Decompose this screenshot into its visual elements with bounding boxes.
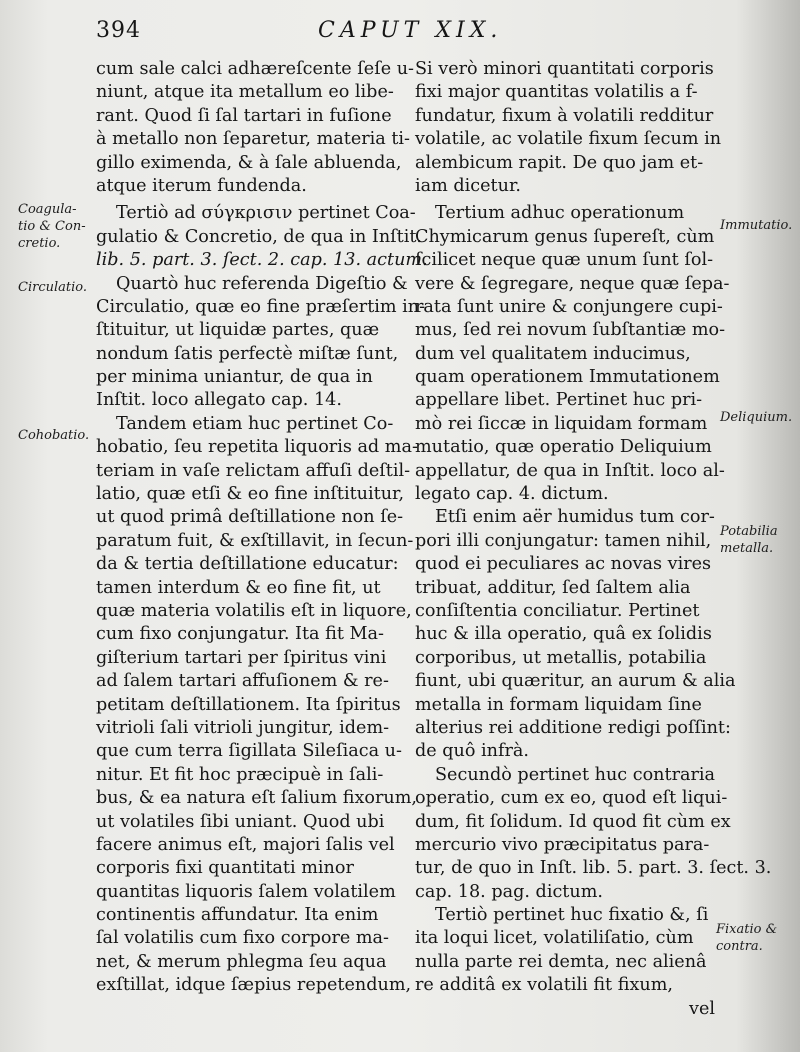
text-line: alterius rei additione redigi poſſint: — [415, 717, 731, 738]
text-line: teriam in vaſe relictam affuſi deſtil- — [96, 460, 411, 481]
text-line: tamen interdum & eo fine fit, ut — [96, 577, 381, 598]
margin-note: Deliquium. — [720, 410, 793, 425]
text-line: mutatio, quæ operatio Deliquium — [415, 437, 712, 458]
text-line: net, & merum phlegma ſeu aqua — [96, 951, 387, 972]
text-line: corporis fixi quantitati minor — [96, 858, 354, 879]
text-line: Circulatio, quæ eo fine præſertim in- — [96, 296, 426, 317]
text-line: petitam deſtillationem. Ita ſpiritus — [96, 694, 401, 715]
text-line: quæ materia volatilis eſt in liquore, — [96, 600, 412, 621]
text-line: iam dicetur. — [415, 175, 522, 196]
text-line: atque iterum fundenda. — [96, 175, 307, 196]
text-line: appellare libet. Pertinet huc pri- — [415, 390, 703, 411]
margin-note: cretio. — [18, 236, 61, 251]
text-line: cum fixo conjungatur. Ita fit Ma- — [96, 624, 384, 645]
margin-note: Cohobatio. — [18, 428, 90, 443]
text-line: per minima uniantur, de qua in — [96, 367, 373, 388]
text-line: corporibus, ut metallis, potabilia — [415, 647, 707, 668]
text-line: appellatur, de qua in Inſtit. loco al- — [415, 460, 725, 481]
text-line: continentis affundatur. Ita enim — [96, 905, 379, 926]
text-line: rant. Quod ſi ſal tartari in fuſione — [96, 105, 392, 126]
text-line: alembicum rapit. De quo jam et- — [415, 152, 704, 173]
text-line: huc & illa operatio, quâ ex ſolidis — [415, 624, 712, 645]
text-line: Tertiò pertinet huc fixatio &, ſi — [435, 905, 709, 926]
text-line: latio, quæ etſi & eo fine inſtituitur, — [96, 484, 405, 505]
margin-note: Immutatio. — [720, 218, 793, 233]
text-line: Etſi enim aër humidus tum cor- — [435, 507, 715, 528]
text-line: giſterium tartari per ſpiritus vini — [96, 647, 387, 668]
text-line: Tandem etiam huc pertinet Co- — [116, 413, 394, 434]
margin-note: tio & Con- — [18, 219, 86, 234]
running-head: CAPUT XIX. — [318, 18, 503, 43]
text-line: tur, de quo in Inſt. lib. 5. part. 3. ſect. 3. — [415, 858, 772, 879]
text-line: mò rei ſiccæ in liquidam formam — [415, 413, 708, 434]
text-line: cum sale calci adhæreſcente ſeſe u- — [96, 59, 414, 79]
text-line: ita loqui licet, volatiliſatio, cùm — [415, 928, 694, 949]
page-number: 394 — [96, 18, 141, 43]
text-line: niunt, atque ita metallum eo libe- — [96, 82, 394, 103]
text-line: dum, fit ſolidum. Id quod fit cùm ex — [415, 811, 731, 832]
text-line: gulatio & Concretio, de qua in Inſtit. — [96, 226, 423, 247]
text-line: gillo eximenda, & à ſale abluenda, — [96, 152, 402, 173]
text-line: metalla in formam liquidam ſine — [415, 694, 702, 715]
text-line: ut volatiles ſibi uniant. Quod ubi — [96, 811, 385, 832]
text-line: que cum terra ſigillata Sileſiaca u- — [96, 741, 402, 762]
text-line: vere & ſegregare, neque quæ ſepa- — [415, 273, 730, 294]
text-line: rata ſunt unire & conjungere cupi- — [415, 296, 723, 317]
text-line: mercurio vivo præcipitatus para- — [415, 834, 710, 855]
text-line: operatio, cum ex eo, quod eſt liqui- — [415, 788, 728, 809]
text-line: facere animus eſt, majori ſalis vel — [96, 834, 395, 855]
text-line: hobatio, ſeu repetita liquoris ad ma- — [96, 437, 418, 458]
right-column — [415, 58, 772, 1021]
text-line: quam operationem Immutationem — [415, 367, 720, 388]
text-line: quantitas liquoris ſalem volatilem — [96, 881, 396, 902]
text-line: fixi major quantitas volatilis a f- — [415, 82, 698, 103]
text-line: Si verò minori quantitati corporis — [415, 59, 714, 79]
text-line: fundatur, fixum à volatili redditur — [415, 105, 714, 126]
text-line: Chymicarum genus ſupereſt, cùm — [415, 226, 715, 247]
margin-note: Circulatio. — [18, 280, 87, 295]
text-line: pori illi conjungatur: tamen nihil, — [415, 530, 712, 551]
text-line: dum vel qualitatem inducimus, — [415, 343, 691, 364]
text-line: ad ſalem tartari affuſionem & re- — [96, 671, 389, 692]
text-line: nondum ſatis perfectè miſtæ ſunt, — [96, 343, 399, 364]
text-line: re additâ ex volatili fit fixum, — [415, 975, 673, 996]
text-line: exſtillat, idque ſæpius repetendum, — [96, 975, 412, 996]
text-line: vitrioli ſali vitrioli jungitur, idem- — [96, 717, 390, 738]
text-line: Secundò pertinet huc contraria — [435, 764, 715, 785]
text-line: ut quod primâ deſtillatione non ſe- — [96, 507, 404, 528]
text-line: quod ei peculiares ac novas vires — [415, 554, 712, 575]
left-column — [96, 58, 428, 998]
text-line: volatile, ac volatile fixum ſecum in — [415, 129, 722, 150]
margin-note: contra. — [716, 939, 763, 954]
page-header — [96, 14, 690, 50]
margin-note: Potabilia — [720, 524, 778, 539]
text-line: lib. 5. part. 3. ſect. 2. cap. 13. actum. — [96, 250, 428, 271]
text-line: nitur. Et fit hoc præcipuè in ſali- — [96, 764, 384, 785]
text-line: ſcilicet neque quæ unum ſunt ſol- — [415, 250, 714, 271]
text-line: tribuat, additur, ſed ſaltem alia — [415, 577, 691, 598]
text-line: Tertium adhuc operationum — [435, 203, 685, 224]
text-line: à metallo non ſeparetur, materia ti- — [96, 129, 410, 150]
text-line: paratum fuit, & exſtillavit, in ſecun- — [96, 530, 414, 551]
text-line: ſtituitur, ut liquidæ partes, quæ — [96, 320, 380, 341]
text-line: Quartò huc referenda Digeſtio & — [116, 273, 408, 294]
text-line: conſiſtentia conciliatur. Pertinet — [415, 600, 700, 621]
text-line: bus, & ea natura eſt ſalium fixorum, — [96, 788, 417, 809]
catchword: vel — [689, 998, 715, 1019]
text-line: nulla parte rei demta, nec alienâ — [415, 951, 707, 972]
text-line: Inſtit. loco allegato cap. 14. — [96, 390, 342, 411]
text-line: fiunt, ubi quæritur, an aurum & alia — [415, 671, 736, 692]
text-line: da & tertia deſtillatione educatur: — [96, 554, 399, 575]
text-line: de quô infrà. — [415, 741, 530, 762]
text-line: cap. 18. pag. dictum. — [415, 881, 603, 902]
text-line: Tertiò ad σύγκρισιν pertinet Coa- — [116, 203, 416, 224]
margin-note: Coagula- — [18, 202, 77, 217]
text-line: legato cap. 4. dictum. — [415, 484, 609, 505]
text-line: mus, ſed rei novum ſubſtantiæ mo- — [415, 320, 726, 341]
margin-note: metalla. — [720, 541, 774, 556]
text-line: ſal volatilis cum fixo corpore ma- — [96, 928, 389, 949]
margin-note: Fixatio & — [716, 922, 778, 937]
